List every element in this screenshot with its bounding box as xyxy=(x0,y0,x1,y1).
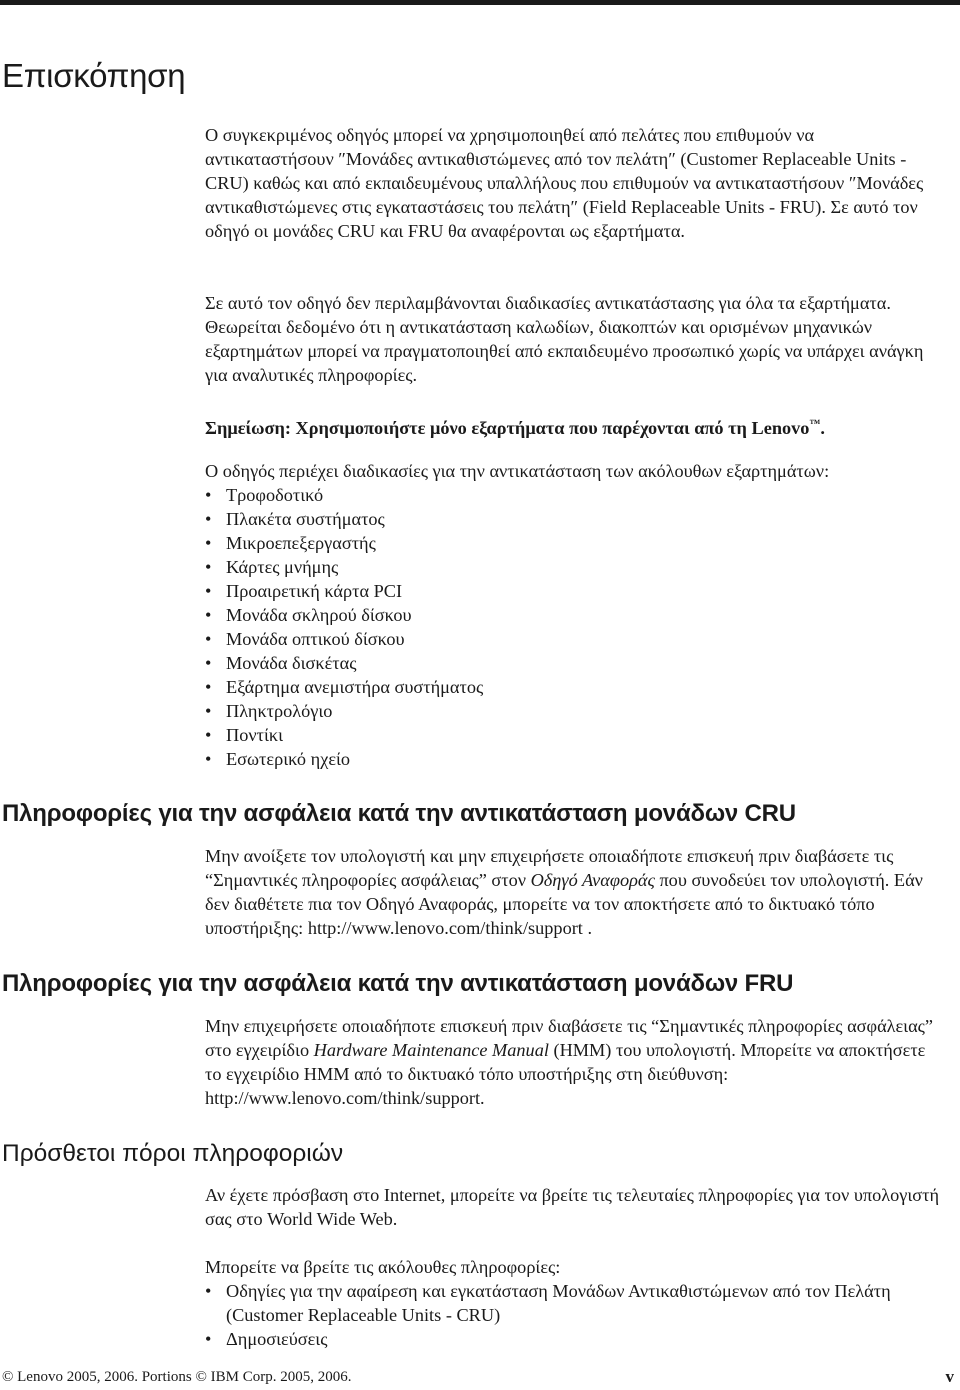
note-text: Σημείωση: Χρησιμοποιήστε μόνο εξαρτήματα που παρέχονται από τη Lenovo xyxy=(205,418,810,438)
list-item: • Κάρτες μνήμης xyxy=(205,555,945,579)
list-item: • Μονάδα δισκέτας xyxy=(205,651,945,675)
list-item: • Μικροεπεξεργαστής xyxy=(205,531,945,555)
list-item: • Ποντίκι xyxy=(205,723,945,747)
cru-safety-paragraph: Μην ανοίξετε τον υπολογιστή και μην επιχειρήσετε οποιαδήποτε επισκευή πριν διαβάσετε τις “Σημαντικές πληροφορίες ασφάλειας” στον Οδηγό Αναφοράς που συνοδεύει τον υπολογιστή. Εάν δεν διαθέτετε πια τον Οδηγό Αναφοράς, μπορείτε να τον αποκτήσετε από το δικτυακό τόπο υποστήριξης: http://www.lenovo.com/think/support . xyxy=(205,846,923,938)
parts-section xyxy=(205,459,945,771)
page-footer xyxy=(2,1367,954,1387)
page-number: v xyxy=(945,1367,954,1386)
copyright-text: © Lenovo 2005, 2006. Portions © IBM Corp. 2005, 2006. xyxy=(2,1369,352,1385)
top-rule xyxy=(0,0,960,5)
trademark-symbol: ™ xyxy=(809,418,821,430)
cru-safety-heading: Πληροφορίες για την ασφάλεια κατά την αντικατάσταση μονάδων CRU xyxy=(2,800,796,827)
resources-list-section xyxy=(205,1255,945,1351)
resources-heading: Πρόσθετοι πόροι πληροφοριών xyxy=(2,1140,344,1167)
fru-safety-heading: Πληροφορίες για την ασφάλεια κατά την αντικατάσταση μονάδων FRU xyxy=(2,970,794,997)
list-item: • Εξάρτημα ανεμιστήρα συστήματος xyxy=(205,675,945,699)
list-item: • Μονάδα οπτικού δίσκου xyxy=(205,627,945,651)
list-item: • Μονάδα σκληρού δίσκου xyxy=(205,603,945,627)
note xyxy=(205,412,945,440)
parts-list xyxy=(205,483,945,771)
list-item: • Δημοσιεύσεις xyxy=(205,1327,945,1351)
list-item: • Πλακέτα συστήματος xyxy=(205,507,945,531)
list-item: • Προαιρετική κάρτα PCI xyxy=(205,579,945,603)
note-period: . xyxy=(820,418,825,438)
list-item: • Πληκτρολόγιο xyxy=(205,699,945,723)
list-item: • Οδηγίες για την αφαίρεση και εγκατάσταση Μονάδων Αντικαθιστώμενων από τον Πελάτη (Customer Replaceable Units - CRU) xyxy=(205,1279,945,1327)
hmm-title: Hardware Maintenance Manual xyxy=(313,1040,549,1060)
parts-intro: Ο οδηγός περιέχει διαδικασίες για την αντικατάσταση των ακόλουθων εξαρτημάτων: xyxy=(205,461,830,481)
resources-list xyxy=(205,1279,945,1351)
list-item: • Εσωτερικό ηχείο xyxy=(205,747,945,771)
intro-paragraph-2: Σε αυτό τον οδηγό δεν περιλαμβάνονται διαδικασίες αντικατάστασης για όλα τα εξαρτήματα. Θεωρείται δεδομένο ότι η αντικατάσταση καλωδίων, διακοπτών και ορισμένων μηχανικών εξαρτημάτων μπορεί να πραγματοποιηθεί από εκπαιδευμένο προσωπικό χωρίς να υπάρχει ανάγκη για αναλυτικές πληροφορίες. xyxy=(205,293,924,385)
page-title: Επισκόπηση xyxy=(2,57,186,94)
resources-list-intro: Μπορείτε να βρείτε τις ακόλουθες πληροφορίες: xyxy=(205,1257,561,1277)
list-item: • Τροφοδοτικό xyxy=(205,483,945,507)
intro-paragraph-1: Ο συγκεκριμένος οδηγός μπορεί να χρησιμοποιηθεί από πελάτες που επιθυμούν να αντικαταστήσουν ″Μονάδες αντικαθιστώμενες από τον πελάτη″ (Customer Replaceable Units - CRU) καθώς και από εκπαιδευμένους υπαλλήλους που επιθυμούν να αντικαταστήσουν ″Μονάδες αντικαθιστώμενες στις εγκαταστάσεις του πελάτη″ (Field Replaceable Units - FRU). Σε αυτό τον οδηγό οι μονάδες CRU και FRU θα αναφέρονται ως εξαρτήματα. xyxy=(205,125,924,241)
resources-paragraph: Αν έχετε πρόσβαση στο Internet, μπορείτε να βρείτε τις τελευταίες πληροφορίες για τον υπολογιστή σας στο World Wide Web. xyxy=(205,1185,940,1229)
fru-safety-paragraph: Μην επιχειρήσετε οποιαδήποτε επισκευή πριν διαβάσετε τις “Σημαντικές πληροφορίες ασφάλειας” στο εγχειρίδιο Hardware Maintenance Manual (HMM) του υπολογιστή. Μπορείτε να αποκτήσετε το εγχειρίδιο HMM από το δικτυακό τόπο υποστήριξης στη διεύθυνση: http://www.lenovo.com/think/support. xyxy=(205,1016,934,1108)
reference-guide-title: Οδηγό Αναφοράς xyxy=(530,870,655,890)
